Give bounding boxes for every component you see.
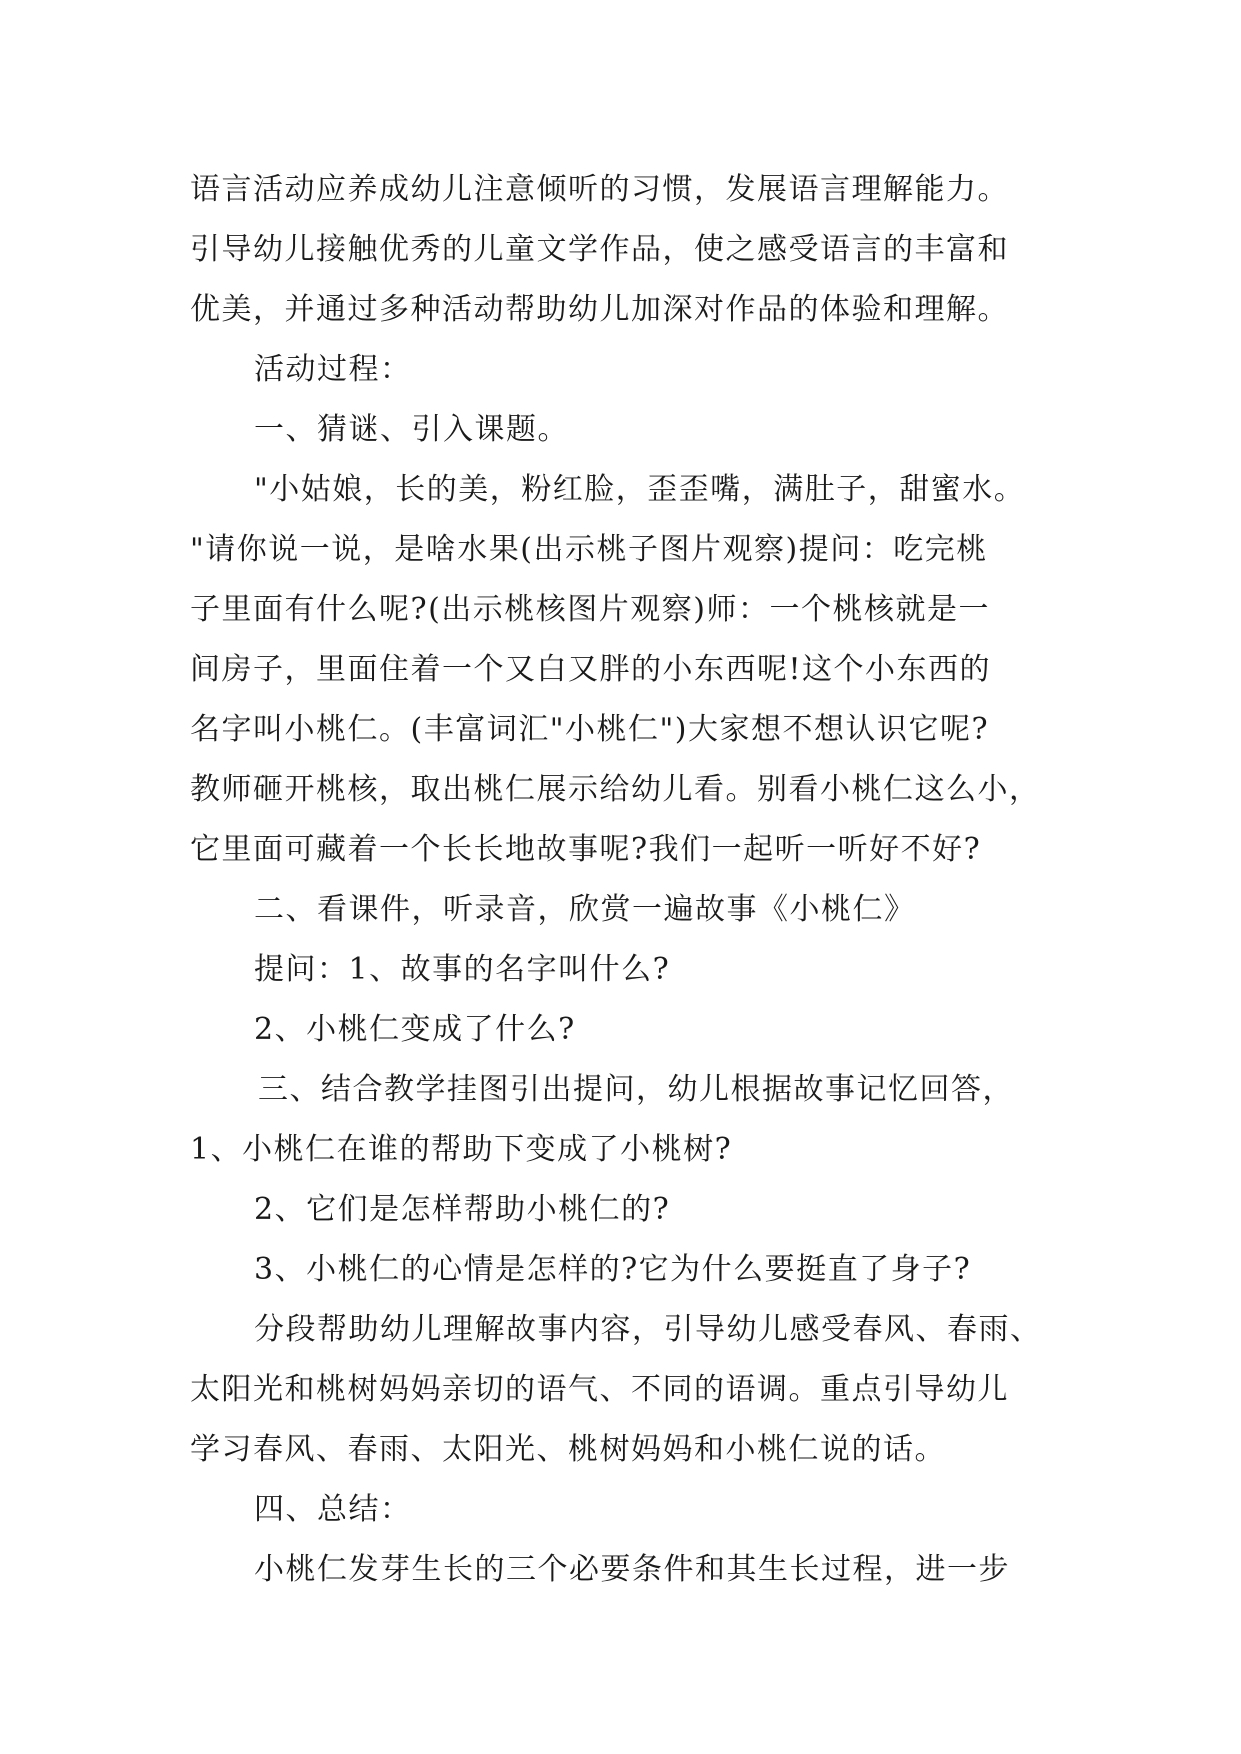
question-line: 2、它们是怎样帮助小桃仁的? [254,1192,671,1227]
paragraph-line: 小桃仁发芽生长的三个必要条件和其生长过程，进一步 [254,1552,1010,1587]
paragraph-line: 名字叫小桃仁。(丰富词汇"小桃仁")大家想不想认识它呢? [190,712,990,747]
paragraph-line: 引导幼儿接触优秀的儿童文学作品，使之感受语言的丰富和 [190,232,1009,267]
paragraph-line: 优美，并通过多种活动帮助幼儿加深对作品的体验和理解。 [190,292,1009,327]
section-heading: 四、总结： [254,1492,412,1527]
section-heading: 一、猜谜、引入课题。 [254,412,569,447]
paragraph-line: 它里面可藏着一个长长地故事呢?我们一起听一听好不好? [190,832,982,867]
section-heading: 活动过程： [254,352,412,387]
document-body [190,160,1080,1600]
paragraph-line: 子里面有什么呢?(出示桃核图片观察)师：一个桃核就是一 [190,592,990,627]
paragraph-line: "请你说一说，是啥水果(出示桃子图片观察)提问：吃完桃 [190,532,988,567]
section-heading: 三、结合教学挂图引出提问，幼儿根据故事记忆回答， [258,1072,1014,1107]
question-line: 3、小桃仁的心情是怎样的?它为什么要挺直了身子? [254,1252,972,1287]
paragraph-line: 教师砸开桃核，取出桃仁展示给幼儿看。别看小桃仁这么小， [190,772,1041,807]
paragraph-line: "小姑娘，长的美，粉红脸，歪歪嘴，满肚子，甜蜜水。 [254,472,1026,507]
paragraph-line: 学习春风、春雨、太阳光、桃树妈妈和小桃仁说的话。 [190,1432,946,1467]
question-line: 提问：1、故事的名字叫什么? [254,952,671,987]
paragraph-line: 分段帮助幼儿理解故事内容，引导幼儿感受春风、春雨、 [254,1312,1042,1347]
section-heading: 二、看课件，听录音，欣赏一遍故事《小桃仁》 [254,892,916,927]
question-line: 2、小桃仁变成了什么? [254,1012,576,1047]
paragraph-line: 间房子，里面住着一个又白又胖的小东西呢!这个小东西的 [190,652,992,687]
paragraph-line: 语言活动应养成幼儿注意倾听的习惯，发展语言理解能力。 [190,172,1009,207]
paragraph-line: 太阳光和桃树妈妈亲切的语气、不同的语调。重点引导幼儿 [190,1372,1009,1407]
question-line: 1、小桃仁在谁的帮助下变成了小桃树? [190,1132,733,1167]
